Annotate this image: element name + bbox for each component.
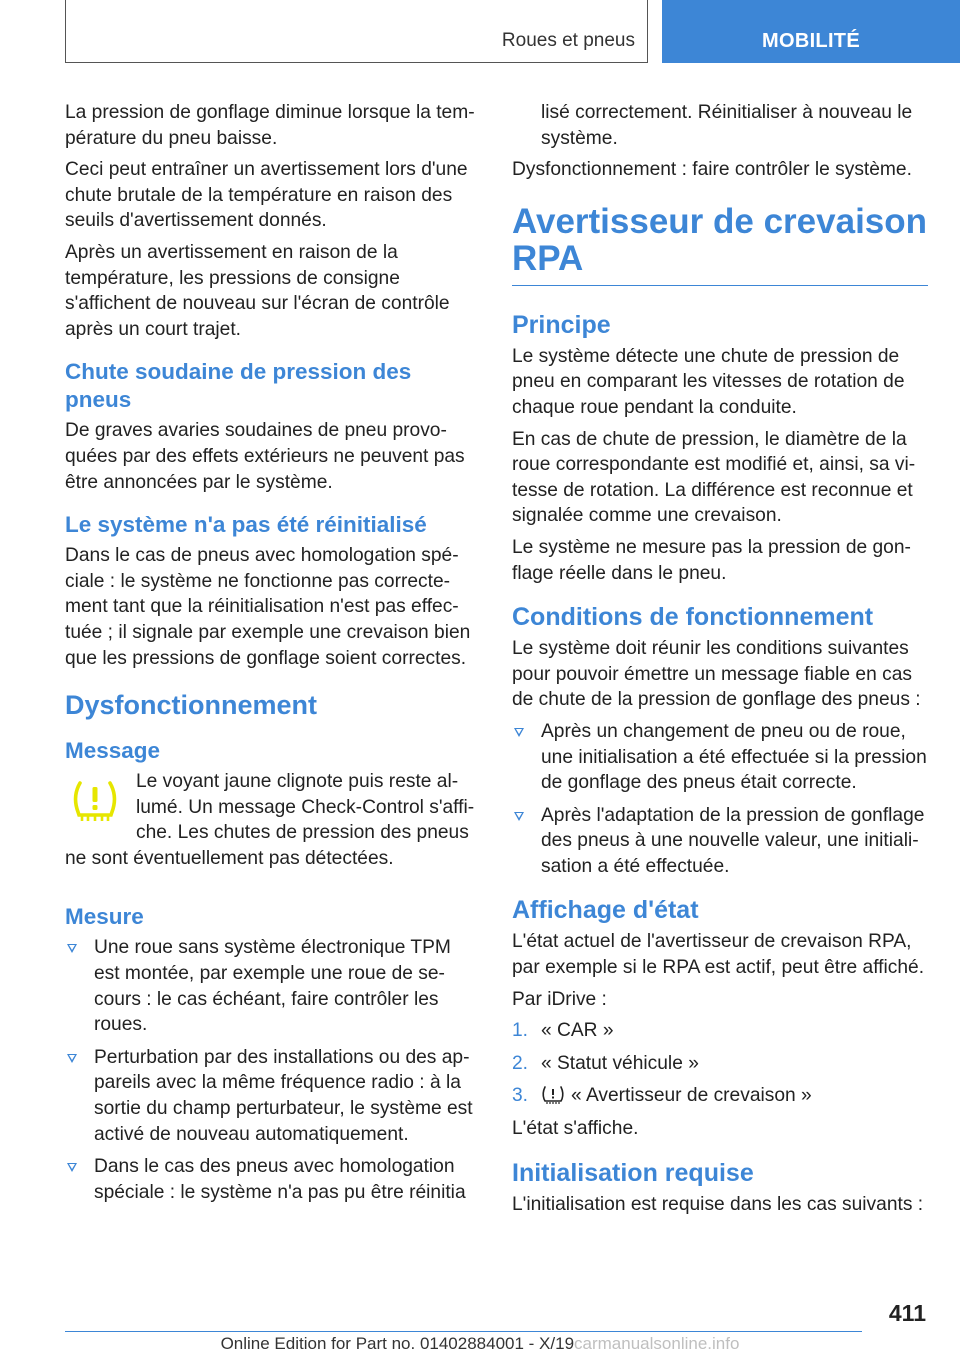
heading-sudden-pressure-loss: Chute soudaine de pression des pneus (65, 359, 412, 413)
page-number: 411 (888, 1300, 926, 1326)
triangle-bullet-icon (514, 812, 524, 821)
heading-principle: Principe (512, 310, 611, 339)
triangle-bullet-icon (67, 1163, 77, 1172)
paragraph: L'état actuel de l'avertisseur de crevaison RPA, par exemple si le RPA est actif, peut être affiché. (512, 931, 925, 979)
paragraph-continued: lisé correctement. Réinitialiser à nouveau le système. (541, 102, 913, 149)
page-header (0, 0, 960, 66)
heading-status-display: Affichage d'état (512, 896, 699, 925)
paragraph: Ceci peut entraîner un avertissement lors d'une chute brutale de la température en raison des seuils d'avertissement donnés. (65, 159, 468, 232)
conditions-list (512, 719, 928, 880)
page-footer (0, 1300, 960, 1362)
paragraph: De graves avaries soudaines de pneu provoquées par des effets extérieurs ne peuvent pas être annoncées par le système. (65, 420, 465, 493)
left-column (65, 100, 477, 1212)
paragraph: Le système doit réunir les conditions suivantes pour pouvoir émettre un message fiable en cas de chute de la pression de gonflage des pneus : (512, 638, 921, 711)
paragraph: Le système ne mesure pas la pression de gonflage réelle dans le pneu. (512, 536, 911, 584)
heading-malfunction: Dysfonctionnement (65, 690, 318, 721)
heading-initialization-required: Initialisation requise (512, 1158, 754, 1187)
triangle-bullet-icon (514, 728, 524, 737)
idrive-steps (512, 1018, 928, 1109)
paragraph: L'initialisation est requise dans les cas suivants : (512, 1193, 924, 1215)
triangle-bullet-icon (67, 1054, 77, 1063)
paragraph: En cas de chute de pression, le diamètre de la roue correspondante est modifié et, ainsi, sa vitesse de rotation. La différence est reconnue et signalée comme une crevaison. (512, 428, 916, 527)
paragraph: Par iDrive : (512, 988, 607, 1010)
heading-measure: Mesure (65, 904, 144, 930)
paragraph: Après un avertissement en raison de la température, les pressions de consigne s'affichent de nouveau sur l'écran de contrôle après un court trajet. (65, 241, 450, 340)
edition-line (0, 1334, 960, 1354)
tire-pressure-icon (541, 1084, 565, 1104)
paragraph: Le système détecte une chute de pression de pneu en comparant les vitesses de rotation de chaque roue pendant la conduite. (512, 345, 905, 418)
triangle-bullet-icon (67, 944, 77, 953)
measure-list (65, 935, 477, 1205)
edition-text: Online Edition for Part no. 01402884001 - X/19 (220, 1334, 575, 1353)
paragraph: L'état s'affiche. (512, 1118, 639, 1140)
list-item: Après l'adaptation de la pression de gonflage des pneus à une nouvelle valeur, une initialisation a été effectuée. (512, 803, 928, 880)
list-item: 2. « Statut véhicule » (512, 1052, 699, 1074)
heading-system-not-reset: Le système n'a pas été réinitialisé (65, 512, 427, 538)
list-item: 3. « Avertisseur de crevaison » (512, 1085, 812, 1107)
paragraph: La pression de gonflage diminue lorsque la température du pneu baisse. (65, 102, 475, 149)
heading-operating-conditions: Conditions de fonctionnement (512, 603, 874, 632)
list-item: Après un changement de pneu ou de roue, une initialisation a été effectuée si la pression de gonflage des pneus était correcte. (512, 719, 928, 796)
heading-message: Message (65, 738, 161, 764)
right-column (512, 100, 928, 1223)
list-item: Une roue sans système électronique TPM est montée, par exemple une roue de secours : le cas échéant, faire contrôler les roues. (65, 935, 477, 1037)
chapter-tab[interactable]: MOBILITÉ (662, 0, 960, 63)
list-item: Dans le cas des pneus avec homologation spéciale : le système n'a pas pu être réinitia (65, 1154, 477, 1205)
list-item: Perturbation par des installations ou des appareils avec la même fréquence radio : à la sortie du champ perturbateur, le système est activé de nouveau automatiquement. (65, 1045, 477, 1147)
paragraph: Dysfonctionnement : faire contrôler le système. (512, 159, 912, 181)
paragraph: Le voyant jaune clignote puis reste allumé. Un message Check-Control s'affiche. Les chutes de pression des pneus ne sont éventuellement pas détectées. (65, 771, 475, 869)
section-title: Roues et pneus (501, 30, 635, 51)
tire-pressure-warning-icon (71, 775, 119, 823)
heading-flat-tire-monitor: Avertisseur de crevaison RPA (512, 203, 928, 286)
list-item: 1. « CAR » (512, 1020, 614, 1042)
footer-divider (65, 1331, 862, 1332)
watermark[interactable]: carmanualsonline.info (574, 1334, 740, 1353)
paragraph: Dans le cas de pneus avec homologation spéciale : le système ne fonctionne pas correctement tant que la réinitialisation n'est pas effectuée ; il signale par exemple une crevaison bien que les pressions de gonflage soient correctes. (65, 545, 471, 669)
message-block (65, 769, 477, 871)
